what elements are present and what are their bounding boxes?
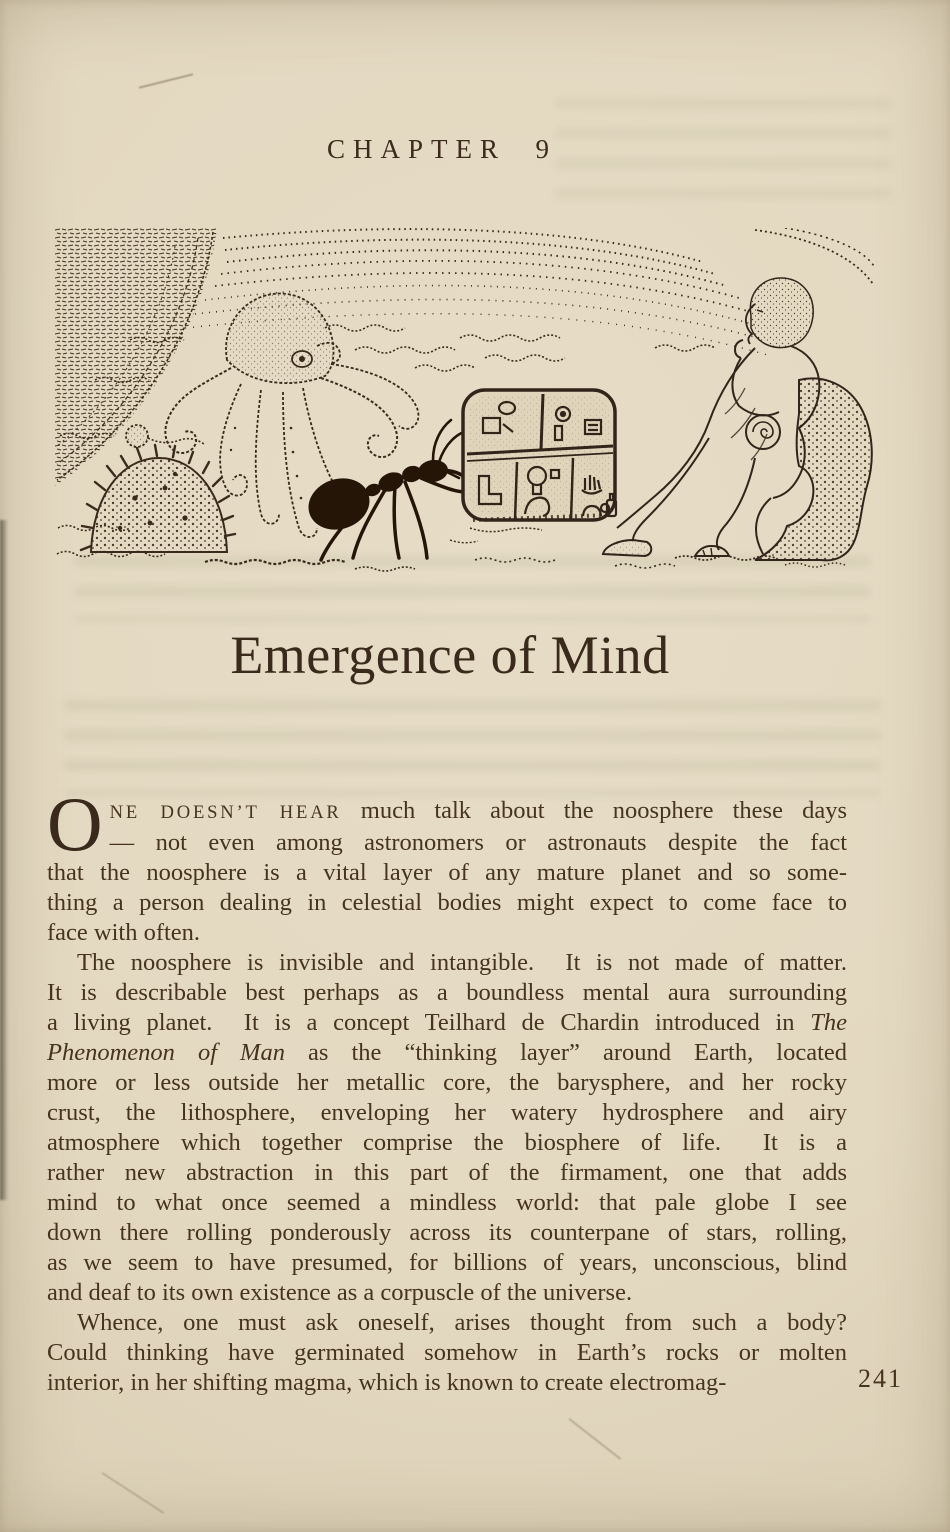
text-line: [47, 796, 847, 828]
scratch-mark: [139, 73, 194, 88]
ant-illustration: [302, 420, 479, 560]
text-line: interior, in her shifting magma, which is known to create electromag-: [47, 1369, 727, 1396]
armchair-illustration: [746, 378, 872, 560]
text-line: Could thinking have germinated somehow in Earth’s rocks or molten: [47, 1339, 847, 1366]
text-line: [47, 1038, 847, 1068]
chapter-heading: CHAPTER 9: [326, 134, 558, 164]
scratch-mark: [569, 1418, 622, 1460]
text-line: Whence, one must ask oneself, arises thought from such a body?: [77, 1309, 847, 1336]
show-through-text: [65, 700, 880, 796]
italic-segment: The: [810, 1009, 847, 1036]
chapter-illustration: [55, 228, 875, 572]
text-line: It is describable best perhaps as a boundless mental aura surrounding: [47, 979, 847, 1006]
text-line: and deaf to its own existence as a corpuscle of the universe.: [47, 1279, 633, 1306]
text-line: rather new abstraction in this part of the firmament, one that adds: [47, 1159, 847, 1186]
body-text: [47, 781, 847, 1398]
text-line: that the noosphere is a vital layer of any mature planet and so some-: [47, 859, 847, 886]
paragraph-3: [47, 1308, 847, 1398]
seated-thinker-illustration: [603, 278, 819, 556]
text-line: more or less outside her metallic core, the barysphere, and her rocky: [47, 1069, 847, 1096]
text-line: as we seem to have presumed, for billions of years, unconscious, blind: [47, 1249, 847, 1276]
page-edge-shadow: [0, 520, 8, 1200]
page-number: 241: [858, 1364, 903, 1393]
text-segment: much talk about the noosphere these days: [341, 797, 847, 824]
text-line: The noosphere is invisible and intangible. It is not made of matter.: [77, 949, 847, 976]
text-line: [47, 1008, 847, 1038]
text-line: mind to what once seemed a mindless world: that pale globe I see: [47, 1189, 847, 1216]
text-line: crust, the lithosphere, enveloping her watery hydrosphere and airy: [47, 1099, 847, 1126]
small-caps-lead: NE DOESN’T HEAR: [109, 802, 342, 823]
text-segment: as the “thinking layer” around Earth, located: [284, 1039, 847, 1066]
scratch-mark: [102, 1472, 165, 1514]
text-line: — not even among astronomers or astronauts despite the fact: [109, 829, 847, 856]
drop-cap: O: [47, 781, 103, 867]
text-line: face with often.: [47, 919, 201, 946]
chapter-title: Emergence of Mind: [230, 625, 670, 685]
hieroglyph-tablet-illustration: [463, 390, 616, 520]
paragraph-1: [47, 781, 847, 948]
text-line: down there rolling ponderously across its counterpane of stars, rolling,: [47, 1219, 847, 1246]
text-line: thing a person dealing in celestial bodies might expect to come face to: [47, 889, 847, 916]
italic-segment: Phenomenon of Man: [47, 1039, 285, 1066]
text-line: atmosphere which together comprise the biosphere of life. It is a: [47, 1129, 847, 1156]
puffer-fish-illustration: [81, 445, 235, 552]
text-segment: a living planet. It is a concept Teilhard de Chardin introduced in: [47, 1009, 811, 1036]
paragraph-2: [47, 948, 847, 1308]
